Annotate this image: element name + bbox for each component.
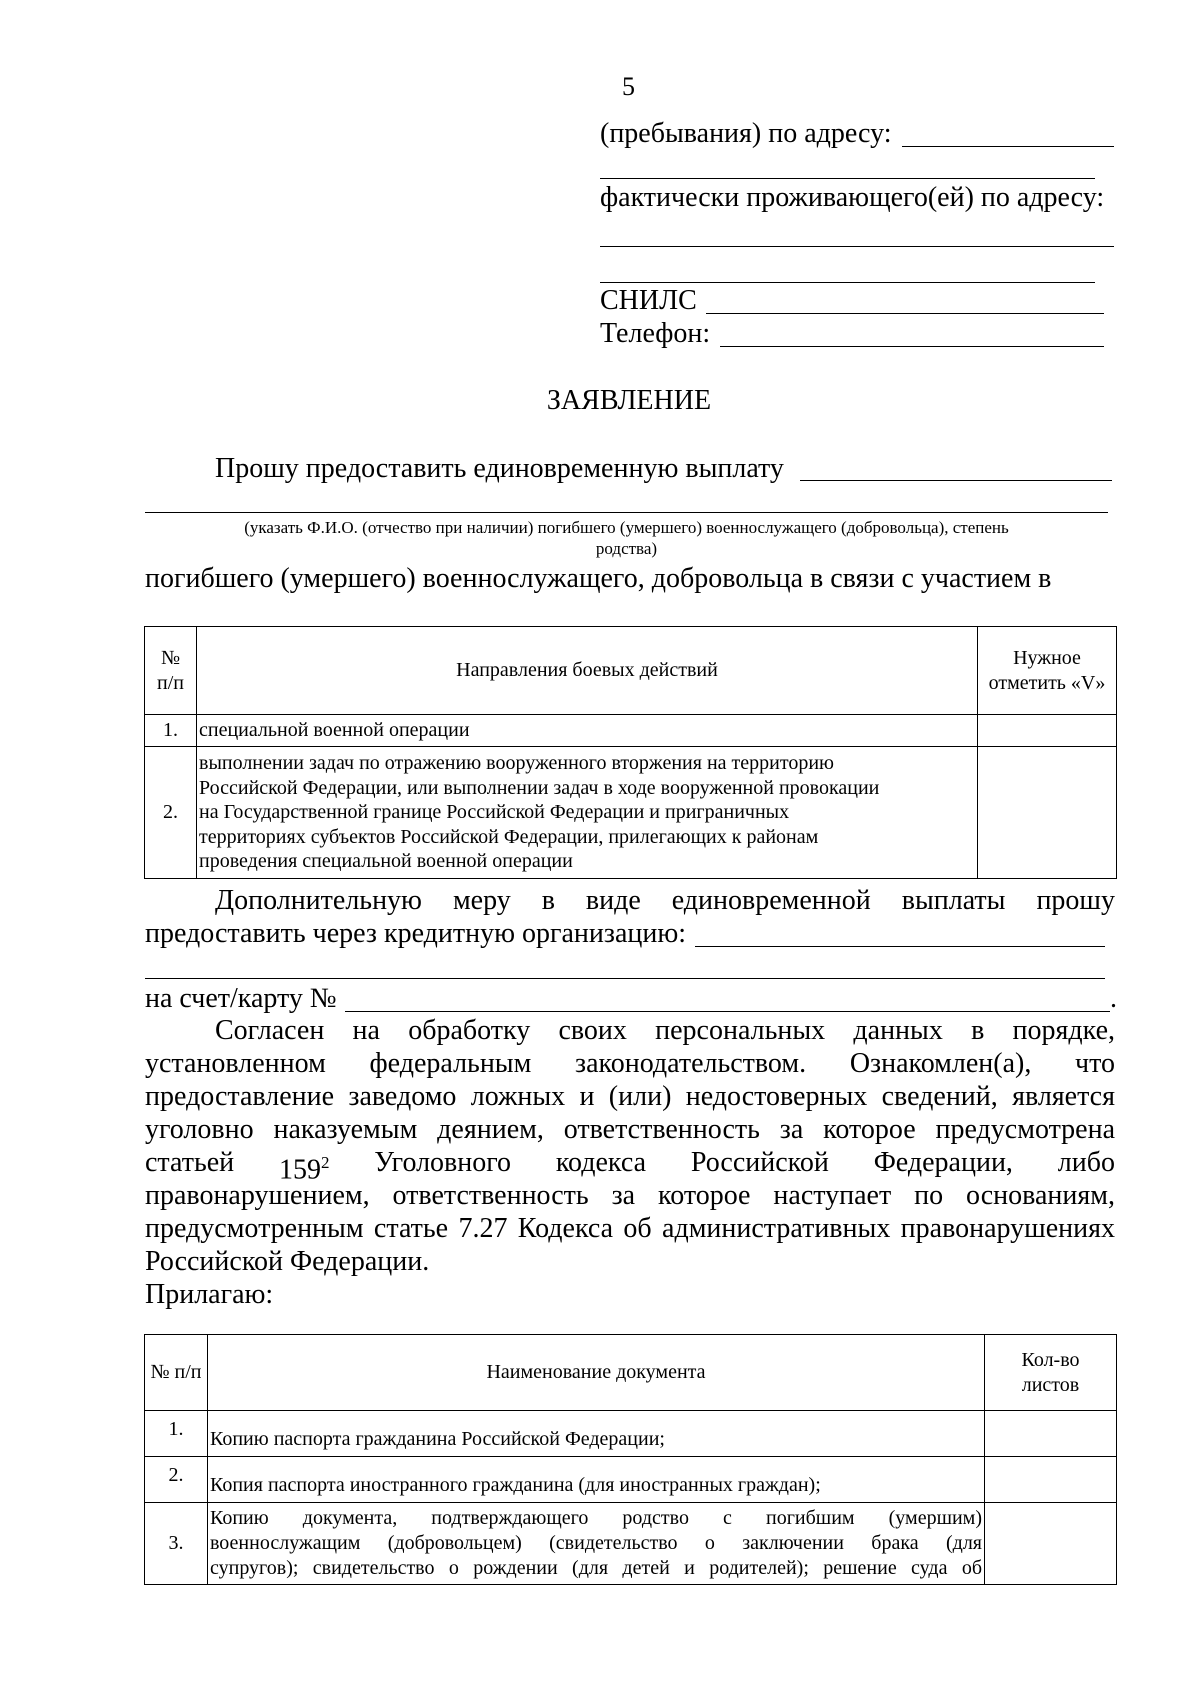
account-end: .	[1110, 983, 1117, 1014]
header-sheets: Кол-во листов	[985, 1335, 1117, 1411]
table-row	[145, 747, 1117, 879]
payment-line1: Дополнительную меру в виде единовременной выплаты прошу	[215, 885, 1115, 916]
mark-cell[interactable]	[978, 747, 1117, 879]
consent-line6: правонарушением, ответственность за которое наступает по основаниям,	[145, 1180, 1115, 1211]
mark-cell[interactable]	[978, 715, 1117, 747]
table-row	[145, 715, 1117, 747]
row-num: 3.	[145, 1503, 208, 1585]
header-mark: Нужное отметить «V»	[978, 627, 1117, 715]
sheets-cell[interactable]	[985, 1457, 1117, 1503]
consent-line5: статьей $159^2$ Уголовного кодекса Российской Федерации, либо	[145, 1147, 1115, 1186]
bank-field-line2[interactable]	[145, 978, 1105, 979]
stay-address-field-line2[interactable]	[600, 178, 1095, 179]
stay-address-field[interactable]	[902, 146, 1114, 147]
row-document: Копию паспорта гражданина Российской Федерации;	[208, 1411, 985, 1457]
snils-label: СНИЛС	[600, 285, 697, 316]
row-direction: выполнении задач по отражению вооруженного вторжения на территорию Российской Федерации, или выполнении задач в ходе вооруженной провокации на Государственной границе Российской Федерации и приграничных территориях субъектов Российской Федерации, прилегающих к районам проведения специальной военной операции	[197, 747, 978, 879]
account-field[interactable]	[345, 1011, 1110, 1012]
phone-field[interactable]	[720, 346, 1104, 347]
row-direction: специальной военной операции	[197, 715, 978, 747]
row-num: 1.	[145, 1411, 208, 1457]
deceased-name-field[interactable]	[800, 480, 1112, 481]
table-header-row	[145, 627, 1117, 715]
account-label: на счет/карту №	[145, 983, 337, 1014]
request-hint-line2: родства)	[595, 539, 658, 558]
request-line2: погибшего (умершего) военнослужащего, добровольца в связи с участием в	[145, 563, 1052, 594]
header-direction: Направления боевых действий	[197, 627, 978, 715]
request-line1: Прошу предоставить единовременную выплату	[215, 453, 784, 484]
snils-field[interactable]	[706, 313, 1104, 314]
header-num: № п/п	[145, 1335, 208, 1411]
table-row	[145, 1503, 1117, 1585]
row-num: 2.	[145, 1457, 208, 1503]
table-header-row	[145, 1335, 1117, 1411]
row-num: 1.	[145, 715, 197, 747]
header-num: № п/п	[145, 627, 197, 715]
stay-address-label: (пребывания) по адресу:	[600, 118, 892, 149]
attach-label: Прилагаю:	[145, 1279, 274, 1310]
sheets-cell[interactable]	[985, 1503, 1117, 1585]
sheets-cell[interactable]	[985, 1411, 1117, 1457]
actual-address-field-line2[interactable]	[600, 282, 1095, 283]
header-document: Наименование документа	[208, 1335, 985, 1411]
page-number: 5	[622, 72, 635, 101]
consent-line4: уголовно наказуемым деянием, ответственность за которое предусмотрена	[145, 1114, 1115, 1145]
bank-field[interactable]	[695, 946, 1105, 947]
row-document: Копию документа, подтверждающего родство с погибшим (умершим) военнослужащим (добровольцем) (свидетельство о заключении брака (для супругов); свидетельство о рождении (для детей и родителей); решение суда об	[208, 1503, 985, 1585]
row-num: 2.	[145, 747, 197, 879]
phone-label: Телефон:	[600, 318, 711, 349]
consent-line7: предусмотренным статье 7.27 Кодекса об административных правонарушениях	[145, 1213, 1115, 1244]
consent-line3: предоставление заведомо ложных и (или) недостоверных сведений, является	[145, 1081, 1115, 1112]
document-title: ЗАЯВЛЕНИЕ	[546, 385, 712, 416]
actual-address-field[interactable]	[600, 246, 1114, 247]
actual-address-label: фактически проживающего(ей) по адресу:	[600, 182, 1105, 213]
documents-table	[144, 1334, 1117, 1585]
directions-table	[144, 626, 1117, 879]
deceased-name-field-line2[interactable]	[145, 512, 1108, 513]
row-document: Копия паспорта иностранного гражданина (для иностранных граждан);	[208, 1457, 985, 1503]
table-row	[145, 1457, 1117, 1503]
consent-line1: Согласен на обработку своих персональных данных в порядке,	[215, 1015, 1115, 1046]
payment-line2: предоставить через кредитную организацию:	[145, 918, 687, 949]
consent-line2: установленном федеральным законодательством. Ознакомлен(а), что	[145, 1048, 1115, 1079]
article-number: $159^2$	[278, 1153, 330, 1186]
request-hint-line1: (указать Ф.И.О. (отчество при наличии) погибшего (умершего) военнослужащего (добровольца), степень	[244, 518, 1009, 537]
table-row	[145, 1411, 1117, 1457]
consent-line8: Российской Федерации.	[145, 1246, 430, 1277]
